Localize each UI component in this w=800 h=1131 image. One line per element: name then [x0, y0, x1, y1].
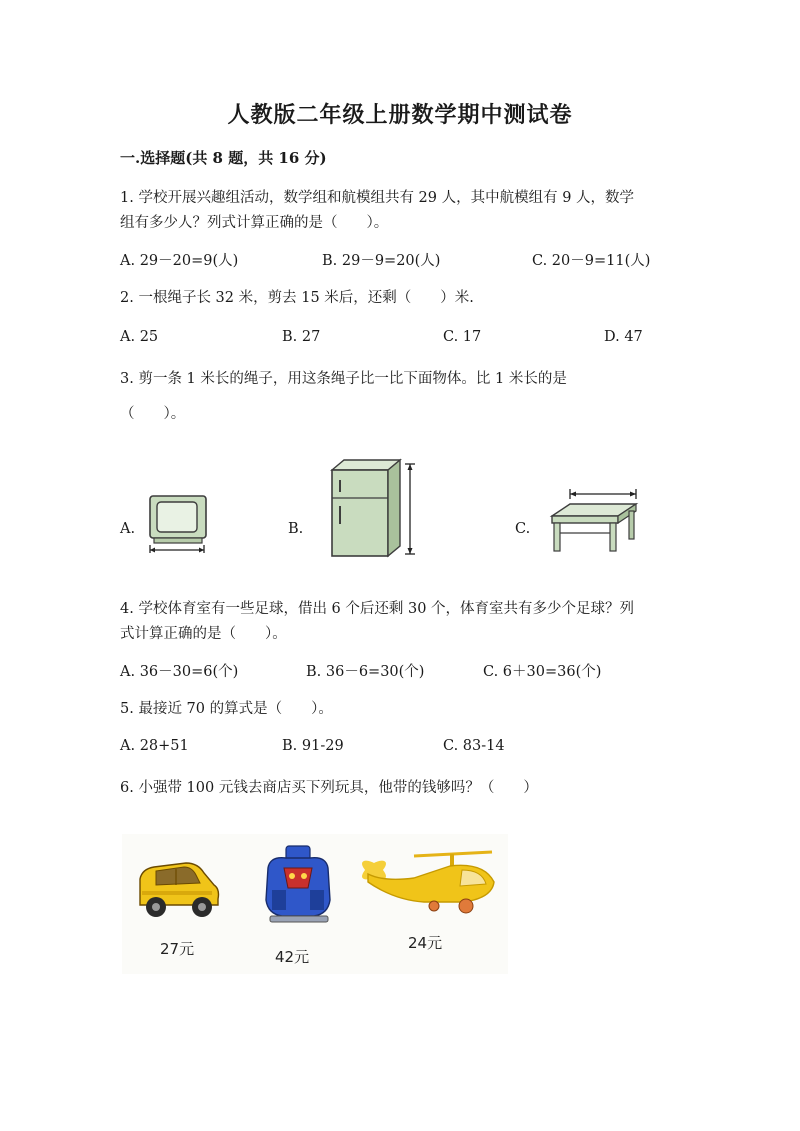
price-label-robot: 42元 [275, 948, 310, 966]
toy-helicopter-icon [354, 848, 504, 924]
page-title: 人教版二年级上册数学期中测试卷 [227, 102, 573, 128]
option-c[interactable]: C. 6＋30=36(个) [483, 664, 602, 680]
refrigerator-icon [328, 458, 420, 560]
question-text-line: 3. 剪一条 1 米长的绳子，用这条绳子比一比下面物体。比 1 米长的是 [120, 371, 567, 387]
option-a[interactable]: A. [120, 521, 136, 537]
option-a[interactable]: A. 29－20=9(人) [120, 253, 239, 269]
toy-robot-icon [258, 844, 338, 926]
option-a[interactable]: A. 36－30=6(个) [120, 664, 239, 680]
option-b[interactable]: B. 27 [282, 329, 321, 345]
question-text-line: 6. 小强带 100 元钱去商店买下列玩具，他带的钱够吗？（ ） [120, 780, 538, 796]
option-a[interactable]: A. 28+51 [120, 738, 189, 754]
option-b[interactable]: B. 36－6=30(个) [306, 664, 425, 680]
option-c[interactable]: C. [515, 521, 531, 537]
option-b[interactable]: B. 29－9=20(人) [322, 253, 441, 269]
question-text-line: 2. 一根绳子长 32 米，剪去 15 米后，还剩（ ）米. [120, 290, 474, 306]
question-text-line: 1. 学校开展兴趣组活动，数学组和航模组共有 29 人，其中航模组有 9 人，数学 [120, 190, 635, 206]
section-heading: 一.选择题(共 8 题，共 16 分) [120, 149, 327, 167]
question-text-line: 4. 学校体育室有一些足球，借出 6 个后还剩 30 个，体育室共有多少个足球？列 [120, 601, 635, 617]
option-a[interactable]: A. 25 [120, 329, 159, 345]
toy-car-icon [132, 855, 224, 923]
option-c[interactable]: C. 83-14 [443, 738, 505, 754]
option-b[interactable]: B. [288, 521, 304, 537]
option-b[interactable]: B. 91-29 [282, 738, 344, 754]
question-text-line: 5. 最接近 70 的算式是（ ）。 [120, 701, 333, 717]
option-d[interactable]: D. 47 [604, 329, 643, 345]
price-label-helicopter: 24元 [408, 934, 443, 952]
price-label-car: 27元 [160, 940, 195, 958]
television-icon [144, 494, 210, 554]
question-text-line: 式计算正确的是（ ）。 [120, 626, 287, 642]
question-text-line: （ ）。 [120, 406, 186, 422]
option-c[interactable]: C. 17 [443, 329, 482, 345]
table-icon [548, 486, 640, 554]
question-text-line: 组有多少人？列式计算正确的是（ ）。 [120, 215, 389, 231]
option-c[interactable]: C. 20－9=11(人) [532, 253, 651, 269]
